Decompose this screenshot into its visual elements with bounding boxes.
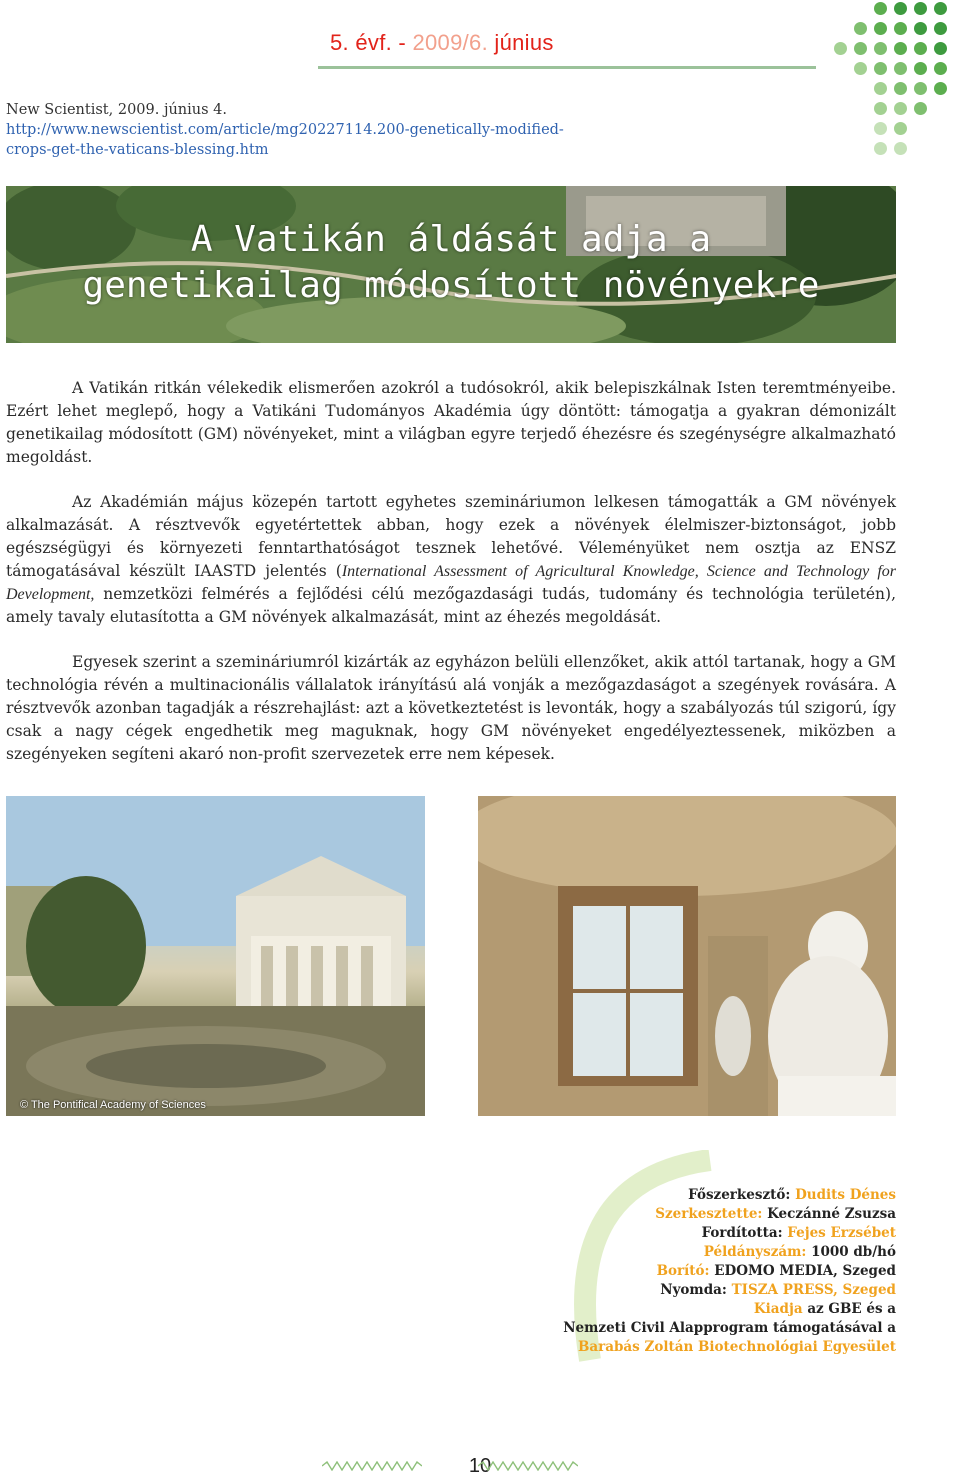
banner-title-line1: A Vatikán áldását adja a <box>190 219 712 260</box>
decorative-dot <box>934 62 947 75</box>
article-paragraph: Az Akadémián május közepén tartott egyhetes szemináriumon lelkesen támogatták a GM növények alkalmazását. A résztvevők egyetértettek abban, hogy ezek a növények élelmiszer-biztonságot, jobb egészségügyi és környezeti fenntarthatóságot tesznek lehetővé. Véleményüket nem osztja az ENSZ támogatásával készült IAASTD jelentés (International Assessment of Agricultural Knowledge, Science and Technology for Development, nemzetközi felmérés a fejlődési célú mezőgazdasági tudás, tudomány és technológia területén), amely tavaly elutasította a GM növények alkalmazását, mint az éhezés megoldását. <box>6 493 896 626</box>
credit-translator: Fordította: Fejes Erzsébet <box>701 1225 896 1241</box>
issue-prefix: 5. évf. - <box>330 30 413 55</box>
decorative-dot <box>934 42 947 55</box>
decorative-dot <box>934 82 947 95</box>
photo-credit: © The Pontifical Academy of Sciences <box>20 1099 206 1111</box>
imprint-credits <box>520 1186 896 1357</box>
decorative-dot <box>914 82 927 95</box>
decorative-dot <box>894 122 907 135</box>
decorative-dot <box>874 2 887 15</box>
decorative-dot <box>894 2 907 15</box>
decorative-dot <box>874 82 887 95</box>
decorative-dot <box>934 22 947 35</box>
decorative-dot <box>834 42 847 55</box>
source-url-line1[interactable]: http://www.newscientist.com/article/mg20227114.200-genetically-modified- <box>6 122 564 138</box>
decorative-dot <box>894 82 907 95</box>
issue-year: 2009/6. <box>412 30 488 55</box>
credit-editor: Főszerkesztő: Dudits Dénes <box>688 1187 896 1203</box>
interior-statue-photo <box>478 796 896 1116</box>
decorative-dot <box>854 22 867 35</box>
decorative-dot <box>914 22 927 35</box>
decorative-dot <box>874 42 887 55</box>
decorative-dot <box>854 42 867 55</box>
source-citation: New Scientist, 2009. június 4. <box>6 102 228 118</box>
decorative-dot-grid <box>828 0 960 160</box>
article-paragraph: A Vatikán ritkán vélekedik elismerően azokról a tudósokról, akik belepiszkálnak Isten teremtményeibe. Ezért lehet meglepő, hogy a Vatikáni Tudományos Akadémia úgy döntött: támogatja a gyakran démonizált genetikailag módosított (GM) növényeket, mint a világban egyre terjedő éhezésre és szegénységre alkalmazható megoldást. <box>6 379 896 466</box>
decorative-dot <box>914 42 927 55</box>
decorative-dot <box>874 122 887 135</box>
credit-publisher: Kiadja az GBE és a <box>753 1301 896 1317</box>
report-title-italic: International Assessment of Agricultural Knowledge, Science and Technology for Development, <box>6 563 896 603</box>
decorative-dot <box>894 62 907 75</box>
decorative-dot <box>874 142 887 155</box>
credit-print: Nyomda: TISZA PRESS, Szeged <box>660 1282 896 1298</box>
source-reference <box>6 100 646 160</box>
decorative-dot <box>894 22 907 35</box>
decorative-dot <box>874 62 887 75</box>
decorative-dot <box>894 42 907 55</box>
decorative-dot <box>914 62 927 75</box>
interior-illustration <box>478 796 896 1116</box>
article-paragraph: Egyesek szerint a szemináriumról kizárták az egyházon belüli ellenzőket, akik attól tartanak, hogy a GM technológia révén a multinacionális vállalatok irányítású alá vonják a mezőgazdaságot a szegények rovására. A résztvevők azonban tagadják a részrehajlást: azt a következtetést is levonták, hogy a szabályozás túl szigorú, így csak a nagy cégek engedhetik meg maguknak, hogy GM növényeket engedélyeztessenek, miközben a szegényeken segíteni akaró non-profit szervezetek erre nem képesek. <box>6 653 896 763</box>
credit-cover: Borító: EDOMO MEDIA, Szeged <box>656 1263 896 1279</box>
issue-label <box>330 30 554 56</box>
banner-title-line2: genetikailag módosított növényekre <box>82 265 820 306</box>
right-ornament <box>478 1461 578 1471</box>
issue-month: június <box>488 30 554 55</box>
source-url-line2[interactable]: crops-get-the-vaticans-blessing.htm <box>6 142 269 158</box>
building-illustration <box>6 796 425 1116</box>
decorative-dot <box>894 102 907 115</box>
decorative-dot <box>894 142 907 155</box>
header-rule <box>318 66 816 69</box>
academy-building-photo <box>6 796 425 1116</box>
title-banner <box>6 186 896 343</box>
decorative-dot <box>874 22 887 35</box>
decorative-dot <box>874 102 887 115</box>
decorative-dot <box>914 102 927 115</box>
credit-foundation: Barabás Zoltán Biotechnológiai Egyesület <box>577 1339 896 1355</box>
decorative-dot <box>914 2 927 15</box>
credit-program: Nemzeti Civil Alapprogram támogatásával a <box>563 1320 896 1336</box>
credit-copies: Példányszám: 1000 db/hó <box>703 1244 896 1260</box>
decorative-dot <box>854 62 867 75</box>
credit-edited: Szerkesztette: Keczánné Zsuzsa <box>655 1206 896 1222</box>
article-body <box>6 377 896 788</box>
decorative-dot <box>934 2 947 15</box>
page-number: 10 <box>468 1455 492 1477</box>
